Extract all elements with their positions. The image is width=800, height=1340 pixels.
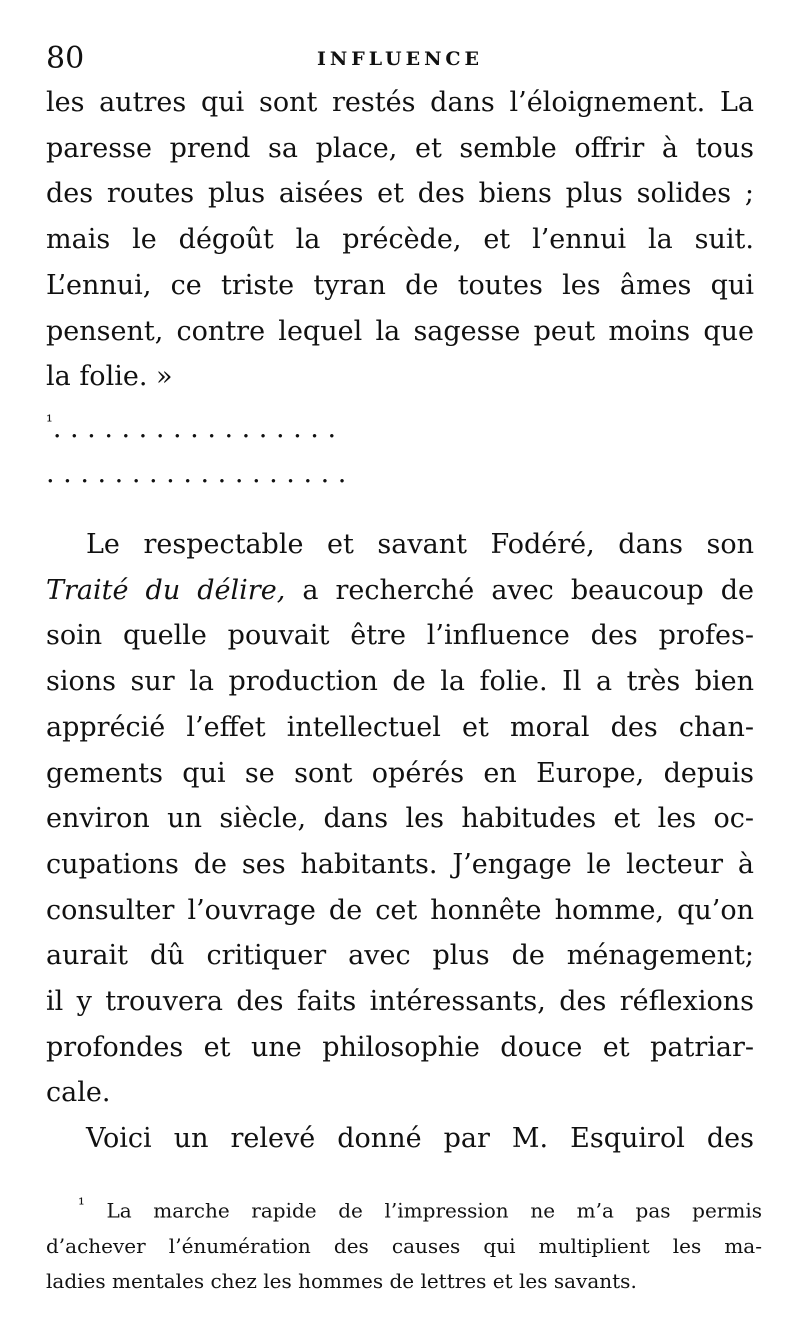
footnote-marker: ¹: [78, 1195, 85, 1215]
text-line: Voici un relevé donné par M. Esquirol des: [86, 1123, 754, 1155]
ellipsis-block: [46, 400, 754, 496]
book-title: Traité du délire,: [46, 574, 286, 606]
text-line: les autres qui sont restés dans l’éloignement. La: [46, 87, 754, 118]
text-line: sions sur la production de la folie. Il a très bien: [46, 666, 754, 698]
text-line: mais le dégoût la précède, et l’ennui la suit.: [46, 224, 754, 256]
ellipsis-line: . . . . . . . . . . . . . . . . . .: [46, 458, 347, 489]
ellipsis-line: $^{^1}$. . . . . . . . . . . . . . . . .: [46, 412, 337, 444]
text-line: profondes et une philosophie douce et patriar-: [46, 1031, 754, 1063]
footnote-line: ladies mentales chez les hommes de lettres et les savants.: [46, 1268, 637, 1293]
text-line: cale.: [46, 1077, 111, 1109]
running-title: INFLUENCE: [316, 48, 484, 70]
text-line: environ un siècle, dans les habitudes et les oc-: [46, 803, 754, 835]
text-line: aurait dû critiquer avec plus de ménagement;: [46, 940, 754, 972]
footnote-reference: ¹: [46, 412, 53, 432]
text-line: Le respectable et savant Fodéré, dans son: [86, 529, 754, 560]
text-line: gements qui se sont opérés en Europe, depuis: [46, 757, 754, 789]
text-line: des routes plus aisées et des biens plus solides ;: [46, 178, 754, 210]
text-line: il y trouvera des faits intéressants, des réflexions: [46, 986, 754, 1018]
text-line: L’ennui, ce triste tyran de toutes les âmes qui: [46, 269, 754, 301]
text-line: paresse prend sa place, et semble offrir à tous: [46, 132, 754, 164]
paragraph-fodere: [46, 522, 754, 1162]
text-line: Traité du délire, a recherché avec beaucoup de: [46, 574, 754, 606]
quote-block: [46, 80, 754, 400]
footnote-line: d’achever l’énumération des causes qui multiplient les ma-: [46, 1233, 762, 1258]
text-line: soin quelle pouvait être l’influence des profes-: [46, 620, 754, 652]
footnote: [46, 1188, 762, 1299]
text-line: la folie. »: [46, 361, 173, 393]
footnote-line: $^{^1}$ La marche rapide de l’impression ne m’a pas permis: [78, 1195, 762, 1223]
text-line: apprécié l’effet intellectuel et moral des chan-: [46, 711, 754, 743]
text-line: cupations de ses habitants. J’engage le lecteur à: [46, 848, 754, 880]
page-number: 80: [46, 41, 85, 76]
page-header: [46, 42, 754, 82]
text-line: consulter l’ouvrage de cet honnête homme, qu’on: [46, 894, 754, 926]
text-line: pensent, contre lequel la sagesse peut moins que: [46, 315, 754, 347]
